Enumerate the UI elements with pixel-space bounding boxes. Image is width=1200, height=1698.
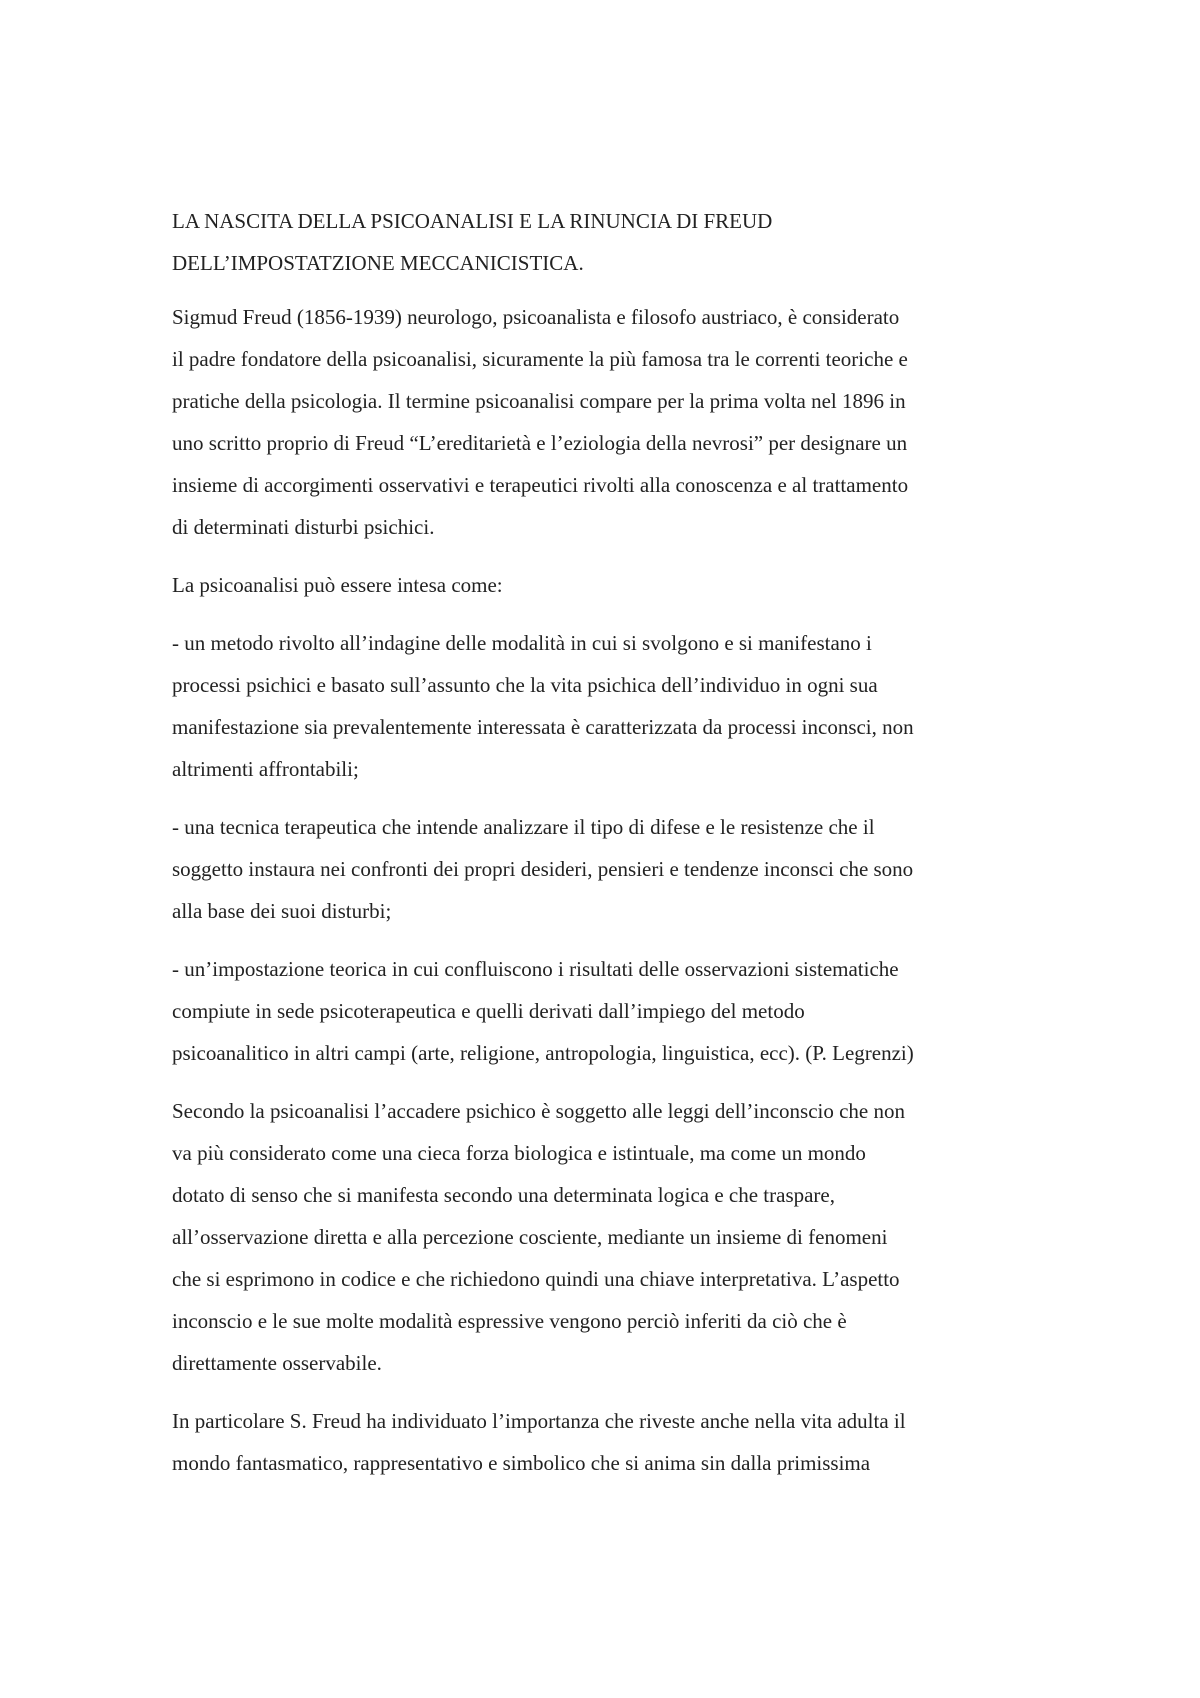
- document-title-line-2: DELL’IMPOSTATZIONE MECCANICISTICA.: [172, 251, 584, 275]
- document-body: [172, 200, 1042, 1500]
- text-line: mondo fantasmatico, rappresentativo e simbolico che si anima sin dalla primissima: [172, 1451, 871, 1475]
- paragraph-unconscious: [172, 1090, 1042, 1384]
- text-line: direttamente osservabile.: [172, 1351, 382, 1375]
- list-item-method: [172, 622, 1042, 790]
- paragraph-fantasmatic: [172, 1400, 1042, 1484]
- list-item-technique: [172, 806, 1042, 932]
- paragraph-intro: [172, 296, 1042, 548]
- text-line: soggetto instaura nei confronti dei propri desideri, pensieri e tendenze inconsci che sono: [172, 857, 914, 881]
- text-line: - una tecnica terapeutica che intende analizzare il tipo di difese e le resistenze che il: [172, 815, 875, 839]
- text-line: manifestazione sia prevalentemente interessata è caratterizzata da processi inconsci, non: [172, 715, 914, 739]
- text-line: pratiche della psicologia. Il termine psicoanalisi compare per la prima volta nel 1896 in: [172, 389, 906, 413]
- text-line: inconscio e le sue molte modalità espressive vengono perciò inferiti da ciò che è: [172, 1309, 847, 1333]
- text-line: compiute in sede psicoterapeutica e quelli derivati dall’impiego del metodo: [172, 999, 805, 1023]
- text-line: va più considerato come una cieca forza biologica e istintuale, ma come un mondo: [172, 1141, 866, 1165]
- text-line: altrimenti affrontabili;: [172, 757, 359, 781]
- text-line: - un metodo rivolto all’indagine delle modalità in cui si svolgono e si manifestano i: [172, 631, 872, 655]
- text-line: psicoanalitico in altri campi (arte, religione, antropologia, linguistica, ecc). (P. Legrenzi): [172, 1041, 914, 1065]
- text-line: uno scritto proprio di Freud “L’ereditarietà e l’eziologia della nevrosi” per designare un: [172, 431, 908, 455]
- text-line: il padre fondatore della psicoanalisi, sicuramente la più famosa tra le correnti teoriche e: [172, 347, 908, 371]
- text-line: - un’impostazione teorica in cui confluiscono i risultati delle osservazioni sistematiche: [172, 957, 899, 981]
- text-line: La psicoanalisi può essere intesa come:: [172, 573, 503, 597]
- paragraph-definition-lead: [172, 564, 1042, 606]
- text-line: In particolare S. Freud ha individuato l’importanza che riveste anche nella vita adulta il: [172, 1409, 906, 1433]
- document-title-line-1: LA NASCITA DELLA PSICOANALISI E LA RINUNCIA DI FREUD: [172, 209, 773, 233]
- text-line: insieme di accorgimenti osservativi e terapeutici rivolti alla conoscenza e al trattamento: [172, 473, 909, 497]
- text-line: alla base dei suoi disturbi;: [172, 899, 392, 923]
- text-line: Secondo la psicoanalisi l’accadere psichico è soggetto alle leggi dell’inconscio che non: [172, 1099, 905, 1123]
- text-line: processi psichici e basato sull’assunto che la vita psichica dell’individuo in ogni sua: [172, 673, 878, 697]
- text-line: dotato di senso che si manifesta secondo una determinata logica e che traspare,: [172, 1183, 835, 1207]
- list-item-theory: [172, 948, 1042, 1074]
- text-line: di determinati disturbi psichici.: [172, 515, 435, 539]
- text-line: all’osservazione diretta e alla percezione cosciente, mediante un insieme di fenomeni: [172, 1225, 888, 1249]
- text-line: Sigmud Freud (1856-1939) neurologo, psicoanalista e filosofo austriaco, è considerato: [172, 305, 900, 329]
- text-line: che si esprimono in codice e che richiedono quindi una chiave interpretativa. L’aspetto: [172, 1267, 900, 1291]
